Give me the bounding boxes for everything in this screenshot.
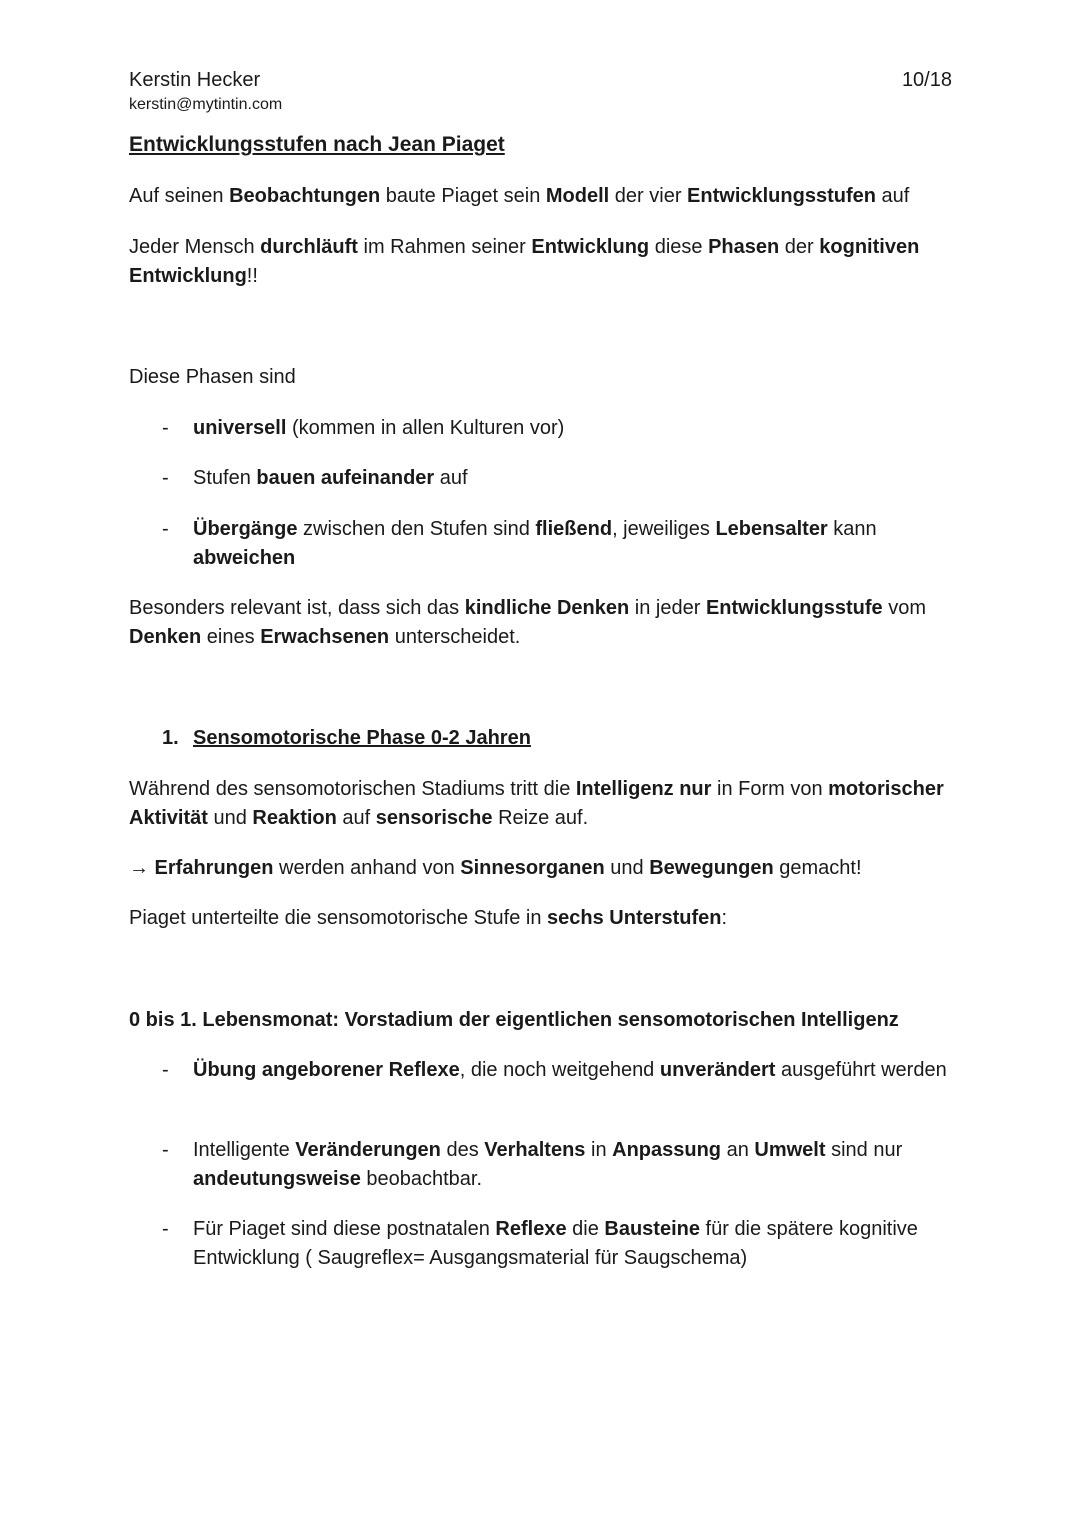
text-run: , jeweiliges bbox=[612, 518, 716, 540]
bold-text: sechs Unterstufen bbox=[547, 907, 722, 929]
text-run: Reize auf. bbox=[492, 807, 589, 829]
bold-text: Bewegungen bbox=[649, 857, 774, 879]
text-run: beobachtbar. bbox=[360, 1168, 483, 1190]
text-run: : bbox=[721, 907, 728, 929]
text-run: (kommen in allen Kulturen vor) bbox=[286, 417, 565, 439]
bold-text: motorischer Aktivität bbox=[129, 778, 944, 829]
section-paragraph-3 bbox=[129, 904, 959, 933]
bold-text: Verhaltens bbox=[484, 1139, 586, 1161]
text-run: in bbox=[585, 1139, 613, 1161]
text-run: für die spätere kognitive Entwicklung ( Saugreflex= Ausgangsmaterial für Saugschema) bbox=[193, 1218, 918, 1269]
bold-text: Phasen bbox=[708, 236, 780, 258]
bold-text: unverändert bbox=[659, 1059, 776, 1081]
text-run: eines bbox=[201, 626, 261, 648]
page-number: 10/18 bbox=[901, 69, 952, 91]
list-item bbox=[162, 515, 952, 573]
text-run: Jeder Mensch bbox=[129, 236, 261, 258]
substage-heading: 0 bis 1. Lebensmonat: Vorstadium der eigentlichen sensomotorischen Intelligenz bbox=[129, 1009, 899, 1031]
bold-text: durchläuft bbox=[260, 236, 358, 258]
bold-text: → Erfahrungen bbox=[129, 857, 274, 879]
bold-text: Reflexe bbox=[495, 1218, 567, 1240]
list-item bbox=[162, 1136, 952, 1194]
bold-text: bauen aufeinander bbox=[256, 467, 435, 489]
bold-text: Entwicklungsstufen bbox=[687, 185, 876, 207]
text-run: und bbox=[207, 807, 253, 829]
section-paragraph-2 bbox=[129, 854, 959, 883]
bold-text: Bausteine bbox=[604, 1218, 700, 1240]
text-run: an bbox=[721, 1139, 755, 1161]
text-run: Piaget unterteilte die sensomotorische Stufe in bbox=[129, 907, 548, 929]
list-marker: - bbox=[162, 417, 169, 439]
text-run: des bbox=[440, 1139, 485, 1161]
author-name: Kerstin Hecker bbox=[129, 69, 261, 91]
bold-text: Beobachtungen bbox=[229, 185, 381, 207]
bold-text: abweichen bbox=[193, 547, 296, 569]
text-run: baute Piaget sein bbox=[380, 185, 546, 207]
list-item-text bbox=[193, 414, 952, 443]
bold-text: Anpassung bbox=[612, 1139, 722, 1161]
text-run: vom bbox=[882, 597, 926, 619]
text-run: und bbox=[604, 857, 650, 879]
text-run: unterscheidet. bbox=[389, 626, 521, 648]
text-run: , die noch weitgehend bbox=[459, 1059, 660, 1081]
text-run: diese bbox=[649, 236, 709, 258]
bold-text: Übung angeborener Reflexe bbox=[193, 1059, 460, 1081]
text-run: Intelligente bbox=[193, 1139, 296, 1161]
text-run: werden anhand von bbox=[273, 857, 461, 879]
list-item-text bbox=[193, 1056, 952, 1085]
text-run: in jeder bbox=[629, 597, 706, 619]
text-run: zwischen den Stufen sind bbox=[297, 518, 536, 540]
text-run: gemacht! bbox=[773, 857, 862, 879]
list-item-text bbox=[193, 464, 952, 493]
intro-paragraph-2 bbox=[129, 233, 959, 291]
section-heading bbox=[162, 724, 531, 753]
bold-text: Modell bbox=[545, 185, 610, 207]
text-run: auf bbox=[875, 185, 910, 207]
list-item bbox=[162, 464, 952, 493]
bold-text: Denken bbox=[129, 626, 202, 648]
list-marker: - bbox=[162, 1218, 169, 1240]
text-run: Für Piaget sind diese postnatalen bbox=[193, 1218, 496, 1240]
phases-intro: Diese Phasen sind bbox=[129, 366, 296, 388]
text-run: ausgeführt werden bbox=[775, 1059, 947, 1081]
bold-text: Entwicklung bbox=[531, 236, 650, 258]
page-title: Entwicklungsstufen nach Jean Piaget bbox=[129, 133, 505, 156]
bold-text: Erwachsenen bbox=[260, 626, 390, 648]
text-run: Stufen bbox=[193, 467, 257, 489]
text-run: kann bbox=[827, 518, 877, 540]
bold-text: fließend bbox=[535, 518, 613, 540]
text-run: der bbox=[779, 236, 820, 258]
list-marker: - bbox=[162, 518, 169, 540]
bold-text: universell bbox=[193, 417, 287, 439]
list-item-text bbox=[193, 1215, 952, 1273]
bold-text: Intelligenz nur bbox=[575, 778, 712, 800]
text-run: auf bbox=[434, 467, 468, 489]
bold-text: sensorische bbox=[375, 807, 493, 829]
bold-text: Veränderungen bbox=[295, 1139, 441, 1161]
text-run: !! bbox=[246, 265, 258, 287]
list-item bbox=[162, 414, 952, 443]
section-paragraph-1 bbox=[129, 775, 959, 833]
list-item bbox=[162, 1056, 952, 1085]
text-run: die bbox=[566, 1218, 605, 1240]
list-item-text bbox=[193, 1136, 952, 1194]
bold-text: Umwelt bbox=[754, 1139, 826, 1161]
bold-text: andeutungsweise bbox=[193, 1168, 361, 1190]
text-run: im Rahmen seiner bbox=[357, 236, 532, 258]
text-run: sind nur bbox=[825, 1139, 903, 1161]
bold-text: Lebensalter bbox=[715, 518, 828, 540]
list-marker: - bbox=[162, 1059, 169, 1081]
list-item bbox=[162, 1215, 952, 1273]
section-title: Sensomotorische Phase 0-2 Jahren bbox=[193, 727, 531, 749]
text-run: der vier bbox=[609, 185, 688, 207]
bold-text: kognitiven Entwicklung bbox=[129, 236, 920, 287]
intro-paragraph-1 bbox=[129, 182, 959, 211]
text-run: auf bbox=[336, 807, 376, 829]
bold-text: Entwicklungsstufe bbox=[705, 597, 883, 619]
text-run: Während des sensomotorischen Stadiums tritt die bbox=[129, 778, 576, 800]
list-marker: - bbox=[162, 1139, 169, 1161]
bold-text: Reaktion bbox=[252, 807, 337, 829]
text-run: Besonders relevant ist, dass sich das bbox=[129, 597, 465, 619]
author-email: kerstin@mytintin.com bbox=[129, 96, 283, 113]
bold-text: kindliche Denken bbox=[464, 597, 630, 619]
text-run: Auf seinen bbox=[129, 185, 230, 207]
list-item-text bbox=[193, 515, 952, 573]
bold-text: Übergänge bbox=[193, 518, 298, 540]
list-marker: - bbox=[162, 467, 169, 489]
relevance-paragraph bbox=[129, 594, 959, 652]
bold-text: Sinnesorganen bbox=[460, 857, 605, 879]
section-number: 1. bbox=[162, 727, 179, 749]
text-run: in Form von bbox=[711, 778, 829, 800]
